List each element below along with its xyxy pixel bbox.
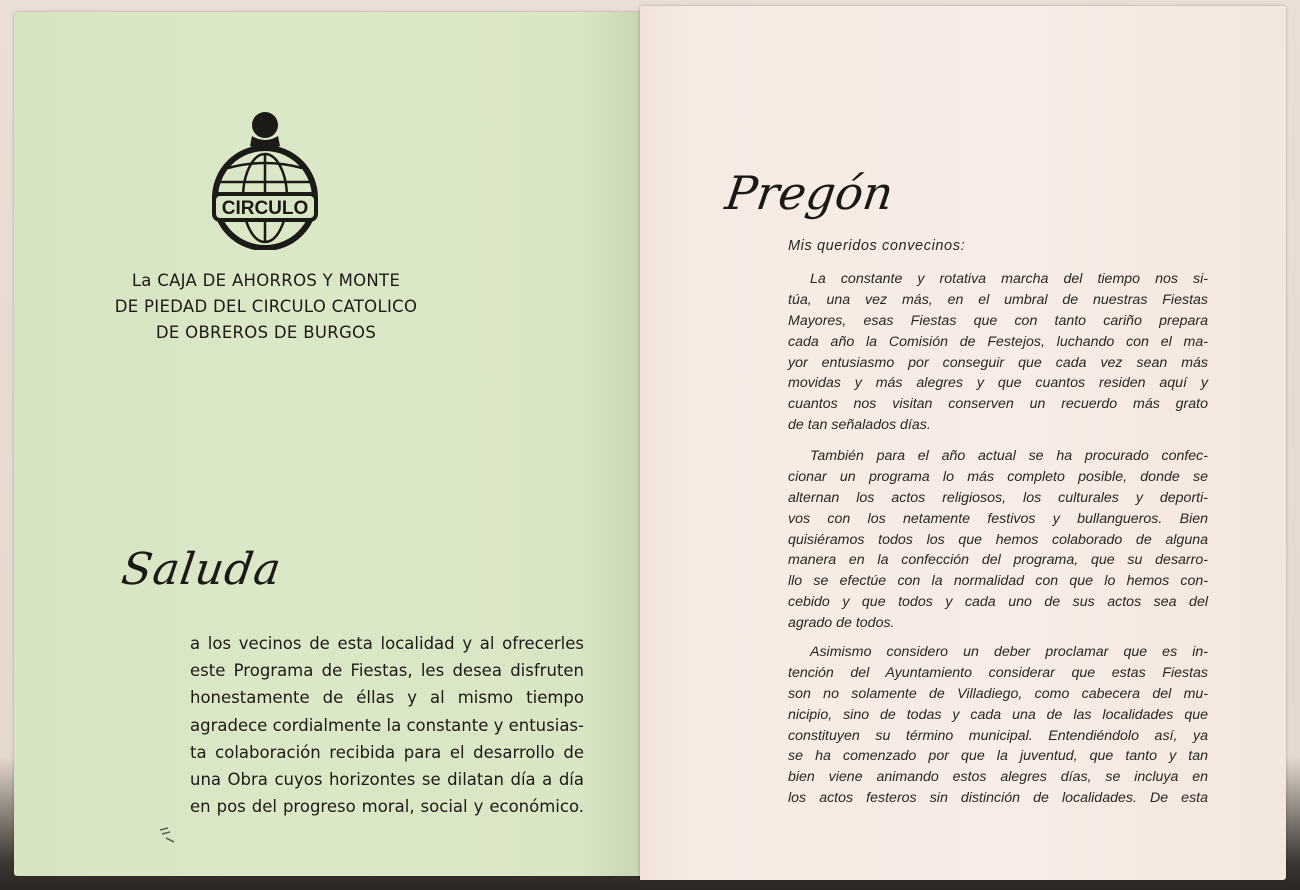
paragraph-line: Mayores, esas Fiestas que con tanto cariño prepara	[788, 312, 1208, 329]
caja-line: DE OBREROS DE BURGOS	[155, 323, 377, 342]
saluda-line: en pos del progreso moral, social y económico.	[190, 797, 584, 817]
greeting: Mis queridos convecinos:	[788, 238, 966, 254]
right-page	[640, 6, 1286, 880]
left-page	[14, 12, 642, 876]
caja-line: DE PIEDAD DEL CIRCULO CATOLICO	[114, 297, 418, 316]
globe-crown-icon	[210, 110, 320, 250]
paragraph-line: manera en la confección del programa, que su desarro-	[788, 552, 1208, 569]
paragraph-line: de tan señalados días.	[788, 417, 931, 434]
paragraph-line: constituyen su término municipal. Entendiéndolo así, ya	[788, 727, 1208, 744]
paragraph-line: se ha comenzado por que la juventud, que tanto y tan	[788, 748, 1208, 765]
paragraph-1	[788, 269, 1208, 436]
pregon-title: Pregón	[722, 166, 897, 220]
paragraph-line: movidas y más alegres y que cuantos residen aquí y	[788, 375, 1208, 392]
saluda-line: agradece cordialmente la constante y entusias-	[190, 715, 584, 735]
paragraph-line: Asimismo considero un deber proclamar que es in-	[810, 644, 1208, 660]
paragraph-line: También para el año actual se ha procurado confec-	[810, 448, 1208, 464]
paragraph-line: nicipio, sino de todas y cada una de las localidades que	[788, 706, 1208, 723]
saluda-body	[190, 630, 584, 820]
saluda-line: a los vecinos de esta localidad y al ofrecerles	[190, 634, 584, 653]
paragraph-line: yor entusiasmo por conseguir que cada vez sean más	[788, 354, 1208, 371]
saluda-line: ta colaboración recibida para el desarrollo de	[190, 742, 584, 762]
paragraph-2	[788, 446, 1208, 634]
paragraph-line: túa, una vez más, en el umbral de nuestras Fiestas	[788, 291, 1208, 308]
paragraph-line: los actos festeros sin distinción de localidades. De esta	[788, 790, 1208, 807]
ink-smudge-icon	[156, 822, 180, 846]
paragraph-line: cada año la Comisión de Festejos, luchando con el ma-	[788, 333, 1208, 350]
paragraph-line: quisiéramos todos los que hemos colaborado de alguna	[788, 531, 1208, 548]
caja-heading	[76, 268, 456, 346]
paragraph-line: alternan los actos religiosos, los culturales y deporti-	[788, 489, 1208, 506]
paragraph-line: agrado de todos.	[788, 615, 895, 632]
saluda-line: este Programa de Fiestas, les desea disfruten	[190, 661, 584, 681]
saluda-line: una Obra cuyos horizontes se dilatan día a día	[190, 769, 584, 789]
paragraph-line: cionar un programa lo más completo posible, donde se	[788, 468, 1208, 485]
caja-line: La CAJA DE AHORROS Y MONTE	[131, 271, 401, 290]
paragraph-line: son no solamente de Villadiego, como cabecera del mu-	[788, 685, 1208, 702]
paragraph-line: cebido y que todos y cada uno de sus actos sea del	[788, 594, 1208, 611]
paragraph-3	[788, 642, 1208, 809]
logo-text: CIRCULO	[221, 198, 309, 219]
paragraph-line: La constante y rotativa marcha del tiempo nos si-	[810, 271, 1208, 287]
saluda-line: honestamente de éllas y al mismo tiempo	[190, 688, 584, 708]
paragraph-line: tención del Ayuntamiento considerar que estas Fiestas	[788, 664, 1208, 681]
paragraph-line: vos con los netamente festivos y bullangueros. Bien	[788, 510, 1208, 527]
paragraph-line: bien viene animando estos alegres días, se incluya en	[788, 769, 1208, 786]
paragraph-line: llo se efectúe con la normalidad con que lo hemos con-	[788, 573, 1208, 590]
paragraph-line: cuantos nos visitan conserven un recuerdo más grato	[788, 396, 1208, 413]
saluda-title: Saluda	[118, 544, 285, 595]
